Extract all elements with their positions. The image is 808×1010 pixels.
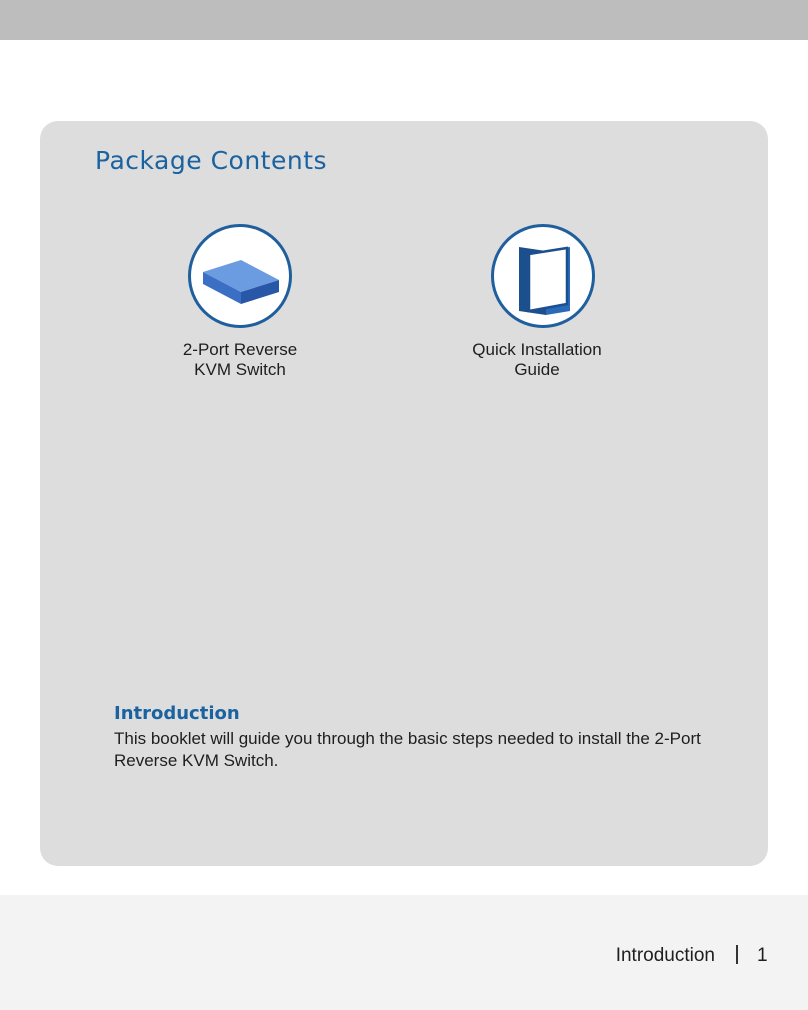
kvm-switch-icon — [188, 224, 292, 328]
footer-page-number: 1 — [757, 945, 768, 966]
booklet-icon — [491, 224, 595, 328]
kvm-switch-label-line1: 2-Port Reverse — [182, 340, 298, 359]
footer-divider — [736, 945, 738, 964]
section-title: Package Contents — [95, 146, 328, 175]
kvm-switch-label-line2: KVM Switch — [194, 360, 286, 379]
kvm-switch-label — [140, 340, 340, 380]
footer-section-name: Introduction — [615, 945, 715, 966]
top-bar — [0, 0, 808, 40]
guide-label — [437, 340, 637, 380]
guide-label-line1: Quick Installation — [472, 340, 602, 359]
introduction-body: This booklet will guide you through the basic steps needed to install the 2-Port Reverse KVM Switch. — [114, 729, 701, 770]
guide-label-line2: Guide — [514, 360, 560, 379]
introduction-heading: Introduction — [114, 703, 240, 724]
